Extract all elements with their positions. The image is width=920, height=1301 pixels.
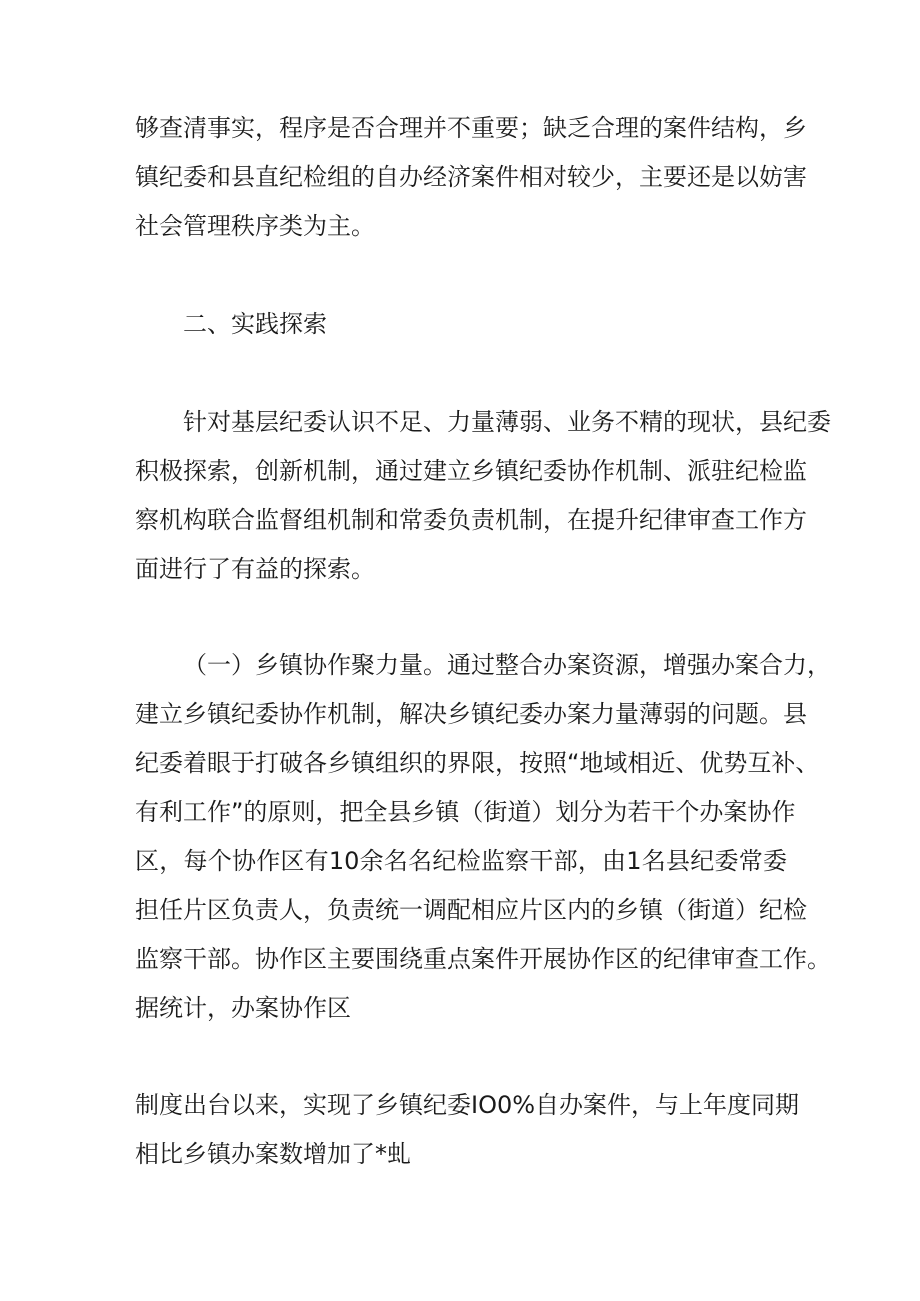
text-line-content: 社会管理秩序类为主。	[135, 212, 375, 240]
text-line-content: 担任片区负责人，负责统一调配相应片区内的乡镇（街道）纪检	[135, 896, 807, 924]
text-line-content: 建立乡镇纪委协作机制，解决乡镇纪委办案力量薄弱的问题。县	[135, 700, 807, 728]
text-line	[0, 694, 920, 734]
text-line	[0, 1134, 920, 1174]
text-line	[0, 988, 920, 1028]
text-line-content: 面进行了有益的探索。	[135, 555, 375, 583]
text-line	[0, 841, 920, 881]
text-line-content: 察机构联合监督组机制和常委负责机制，在提升纪律审查工作方	[135, 506, 807, 534]
text-line-content: 据统计，办案协作区	[135, 994, 351, 1022]
text-line-content: （一）乡镇协作聚力量。通过整合办案资源，增强办案合力，	[183, 651, 831, 679]
text-line	[0, 549, 920, 589]
text-line-content: 针对基层纪委认识不足、力量薄弱、业务不精的现状，县纪委	[183, 408, 831, 436]
text-line	[0, 792, 920, 832]
text-line-content: 相比乡镇办案数增加了*虬	[135, 1140, 411, 1168]
text-line	[0, 157, 920, 197]
heading-line	[0, 304, 920, 344]
text-line-content: 镇纪委和县直纪检组的自办经济案件相对较少，主要还是以妨害	[135, 163, 807, 191]
text-line-content: 区，每个协作区有10余名名纪检监察干部，由1名县纪委常委	[135, 847, 787, 875]
text-line	[0, 402, 920, 442]
text-line-content: 有利工作”的原则，把全县乡镇（街道）划分为若干个办案协作	[135, 798, 796, 826]
text-line	[0, 451, 920, 491]
text-line	[0, 890, 920, 930]
text-line	[0, 939, 920, 979]
text-line	[0, 206, 920, 246]
text-line-content: 够查清事实，程序是否合理并不重要；缺乏合理的案件结构，乡	[135, 114, 807, 142]
text-line	[0, 108, 920, 148]
text-line-content: 制度出台以来，实现了乡镇纪委IO0%自办案件，与上年度同期	[135, 1091, 800, 1119]
text-line-content: 纪委着眼于打破各乡镇组织的界限，按照“地域相近、优势互补、	[135, 749, 820, 777]
text-line-content: 积极探索，创新机制，通过建立乡镇纪委协作机制、派驻纪检监	[135, 457, 807, 485]
text-line	[0, 500, 920, 540]
text-line	[0, 1085, 920, 1125]
text-line	[0, 743, 920, 783]
section-title: 二、实践探索	[183, 310, 327, 338]
text-line-content: 监察干部。协作区主要围绕重点案件开展协作区的纪律审查工作。	[135, 945, 831, 973]
text-line	[0, 645, 920, 685]
